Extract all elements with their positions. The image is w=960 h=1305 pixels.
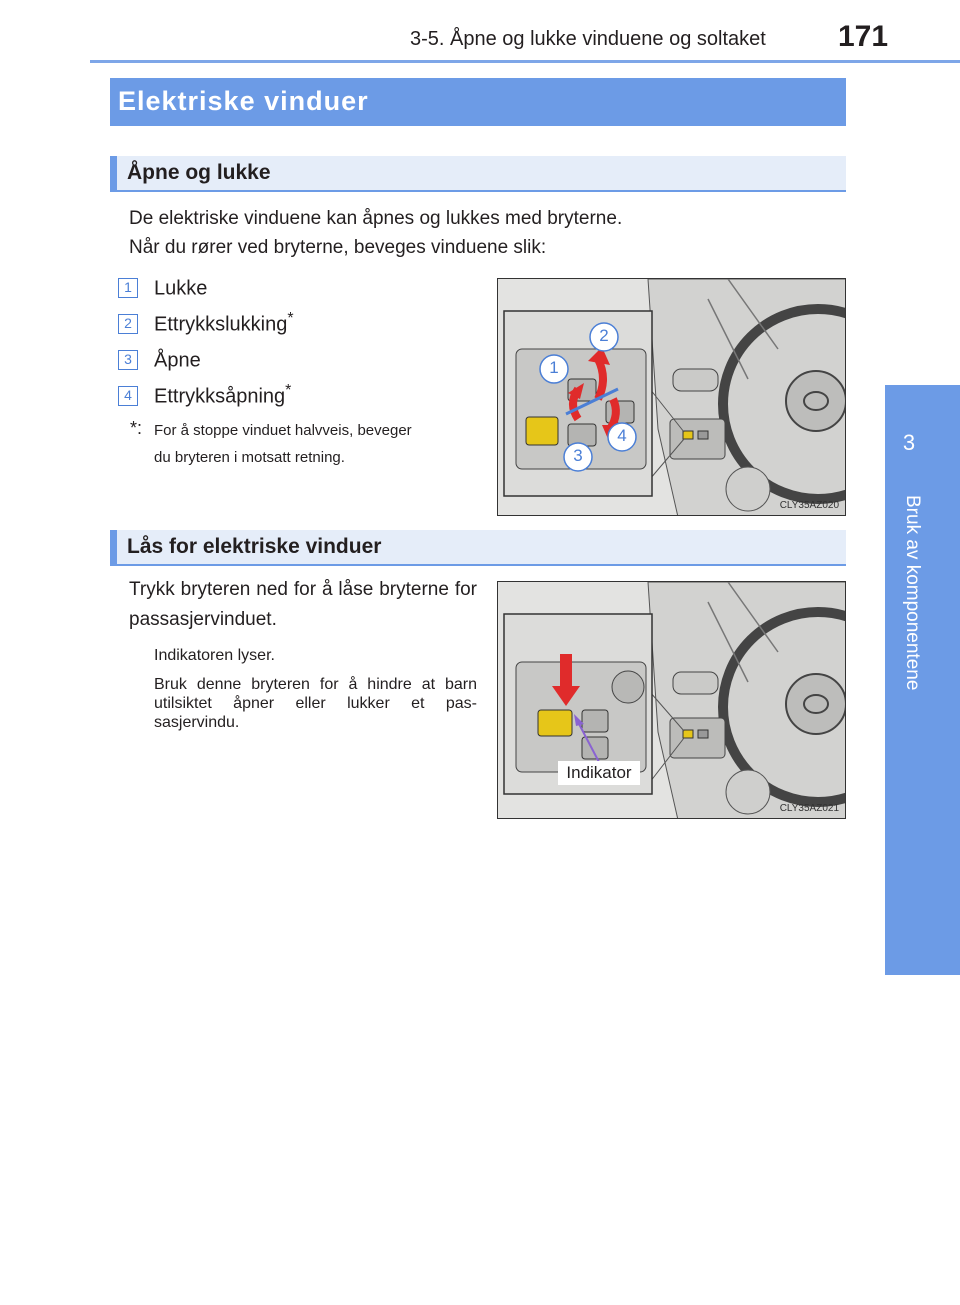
indicator-note: Indikatoren lyser. [154,647,275,664]
figure-window-lock [497,581,846,819]
page-title: Elektriske vinduer [110,78,846,126]
item-label: Ettrykkslukking [154,313,288,336]
lock-paragraph: Trykk bryteren ned for å låse bryterne for passasjervinduet. [129,579,477,630]
callout-4: 4 [617,426,627,445]
header-rule [90,60,960,63]
intro-line-1: De elektriske vinduene kan åpnes og lukkes med bryterne. [129,208,623,229]
item-number-badge: 4 [118,386,138,406]
item-number-badge: 3 [118,350,138,370]
figure-window-switches [497,278,846,516]
footnote-line-2: du bryteren i motsatt retning. [154,449,345,466]
intro-line-2: Når du rører ved bryterne, beveges vinduene slik: [129,237,547,258]
callout-3: 3 [573,446,583,465]
window-switch-illustration [498,279,846,516]
running-header: 3-5. Åpne og lukke vinduene og soltaket [410,28,766,50]
chapter-tab [885,385,960,975]
chapter-label: Bruk av komponentene [902,495,923,691]
chapter-number: 3 [902,430,916,455]
callout-2: 2 [599,326,609,345]
callout-1: 1 [549,358,559,377]
page-number: 171 [838,20,889,53]
section-heading-window-lock: Lås for elektriske vinduer [110,530,846,566]
lock-purpose-note: Bruk denne bryteren for å hindre at barn utilsiktet åpner eller lukker et pas-sasjervindu. [154,676,477,731]
figure-code: CLY35AZ021 [779,803,839,814]
section-heading-open-close: Åpne og lukke [110,156,846,192]
item-label: Åpne [154,349,201,372]
figure-code: CLY35AZ020 [779,500,839,511]
item-number-badge: 2 [118,314,138,334]
footnote-star: * [287,310,294,327]
item-number-badge: 1 [118,278,138,298]
footnote-line-1: For å stoppe vinduet halvveis, beveger [154,422,412,439]
indicator-callout-label: Indikator [558,761,640,785]
footnote-star: * [285,382,292,399]
footnote-marker: *: [130,418,143,438]
item-label: Ettrykksåpning [154,385,286,408]
window-lock-illustration [498,582,846,819]
item-label: Lukke [154,277,208,300]
